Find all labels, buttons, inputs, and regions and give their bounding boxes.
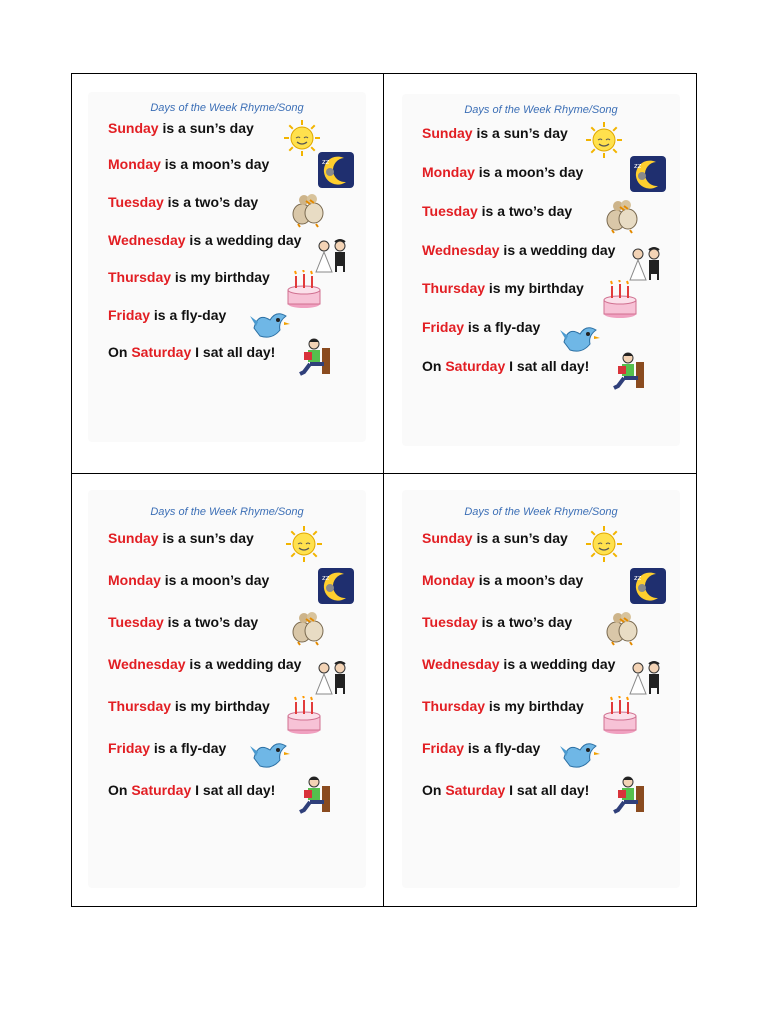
rhyme-line-text: is a moon’s day (160, 572, 270, 588)
day-name: Tuesday (422, 614, 478, 630)
day-name: Monday (108, 156, 161, 172)
rhyme-line-text: I sat all day! (505, 358, 590, 374)
day-name: Friday (422, 740, 465, 756)
rhyme-line (422, 740, 540, 756)
rhyme-line (108, 307, 226, 323)
rhyme-line-text: is a moon’s day (160, 156, 270, 172)
rhyme-card-bottom-right (402, 490, 680, 888)
day-name: Wednesday (422, 242, 500, 258)
sitting-boy-icon (608, 350, 652, 390)
rhyme-line (422, 530, 568, 546)
rhyme-line-prefix: On (422, 782, 446, 798)
rhyme-line (422, 614, 572, 630)
day-name: Monday (108, 572, 161, 588)
svg-text:zz: zz (322, 158, 330, 166)
sun-icon (582, 120, 626, 160)
flying-bird-icon (248, 734, 292, 774)
rhyme-line (422, 242, 615, 258)
rhyme-card-bottom-left (88, 490, 366, 888)
svg-text:zz: zz (634, 162, 642, 170)
rhyme-line-text: is a wedding day (499, 656, 616, 672)
rhyme-line-text: is a moon’s day (474, 572, 584, 588)
day-name: Saturday (131, 782, 192, 798)
rhyme-line (108, 232, 301, 248)
rhyme-line (108, 194, 258, 210)
rhyme-line-text: is a sun’s day (472, 125, 568, 141)
sitting-boy-icon (608, 774, 652, 814)
rhyme-line (108, 120, 254, 136)
rhyme-card-top-right (402, 94, 680, 446)
day-name: Sunday (422, 125, 473, 141)
rhyme-line (108, 530, 254, 546)
day-name: Wednesday (422, 656, 500, 672)
sitting-boy-icon (294, 774, 338, 814)
rhyme-line (422, 319, 540, 335)
rhyme-line (422, 125, 568, 141)
rhyme-line-text: I sat all day! (505, 782, 590, 798)
rhyme-line-text: is a sun’s day (158, 530, 254, 546)
day-name: Wednesday (108, 232, 186, 248)
wedding-couple-icon (310, 234, 354, 274)
rhyme-title: Days of the Week Rhyme/Song (464, 104, 618, 116)
moon-icon (626, 566, 670, 606)
rhyme-title: Days of the Week Rhyme/Song (150, 102, 304, 114)
moon-icon (314, 566, 358, 606)
rhyme-line (108, 572, 269, 588)
day-name: Saturday (445, 358, 506, 374)
rhyme-line (108, 614, 258, 630)
two-birds-icon (600, 194, 644, 234)
rhyme-line-text: is a wedding day (185, 232, 302, 248)
wedding-couple-icon (624, 656, 668, 696)
grid-vertical-divider (383, 73, 384, 907)
day-name: Tuesday (108, 194, 164, 210)
sun-icon (282, 524, 326, 564)
rhyme-line-text: is my birthday (485, 698, 584, 714)
day-name: Wednesday (108, 656, 186, 672)
birthday-cake-icon (598, 280, 642, 320)
svg-text:zz: zz (322, 574, 330, 582)
rhyme-line-text: is a wedding day (499, 242, 616, 258)
two-birds-icon (286, 606, 330, 646)
rhyme-line (108, 269, 270, 285)
rhyme-card-top-left (88, 92, 366, 442)
rhyme-line (108, 782, 275, 798)
day-name: Monday (422, 164, 475, 180)
rhyme-line-text: is my birthday (171, 269, 270, 285)
rhyme-line-text: is my birthday (171, 698, 270, 714)
day-name: Friday (108, 307, 151, 323)
rhyme-line (422, 203, 572, 219)
day-name: Tuesday (108, 614, 164, 630)
rhyme-line-text: is a two’s day (163, 194, 259, 210)
day-name: Saturday (131, 344, 192, 360)
day-name: Thursday (108, 698, 172, 714)
rhyme-line-text: is a fly-day (150, 740, 227, 756)
rhyme-line-text: is a two’s day (477, 614, 573, 630)
rhyme-line (108, 740, 226, 756)
rhyme-line-text: I sat all day! (191, 782, 276, 798)
flying-bird-icon (248, 304, 292, 344)
flying-bird-icon (558, 318, 602, 358)
rhyme-line (108, 698, 270, 714)
rhyme-line-text: is a moon’s day (474, 164, 584, 180)
sitting-boy-icon (294, 336, 338, 376)
rhyme-line (108, 656, 301, 672)
rhyme-line (422, 656, 615, 672)
rhyme-line (108, 156, 269, 172)
rhyme-line (422, 572, 583, 588)
rhyme-line (422, 782, 589, 798)
rhyme-line-text: is a sun’s day (158, 120, 254, 136)
rhyme-line-text: is a wedding day (185, 656, 302, 672)
day-name: Thursday (108, 269, 172, 285)
rhyme-line (422, 164, 583, 180)
birthday-cake-icon (598, 696, 642, 736)
rhyme-title: Days of the Week Rhyme/Song (464, 506, 618, 518)
day-name: Sunday (108, 530, 159, 546)
moon-icon (314, 150, 358, 190)
day-name: Sunday (108, 120, 159, 136)
rhyme-line-text: I sat all day! (191, 344, 276, 360)
rhyme-line-text: is a two’s day (477, 203, 573, 219)
day-name: Tuesday (422, 203, 478, 219)
rhyme-line-text: is my birthday (485, 280, 584, 296)
rhyme-line-prefix: On (108, 782, 132, 798)
rhyme-line-text: is a sun’s day (472, 530, 568, 546)
day-name: Thursday (422, 698, 486, 714)
rhyme-line (422, 698, 584, 714)
day-name: Monday (422, 572, 475, 588)
wedding-couple-icon (624, 242, 668, 282)
rhyme-line-text: is a fly-day (464, 740, 541, 756)
wedding-couple-icon (310, 656, 354, 696)
day-name: Thursday (422, 280, 486, 296)
day-name: Friday (422, 319, 465, 335)
rhyme-line-text: is a fly-day (464, 319, 541, 335)
flying-bird-icon (558, 734, 602, 774)
day-name: Sunday (422, 530, 473, 546)
sun-icon (582, 524, 626, 564)
rhyme-line-text: is a two’s day (163, 614, 259, 630)
svg-text:zz: zz (634, 574, 642, 582)
rhyme-line-prefix: On (108, 344, 132, 360)
grid-horizontal-divider (71, 473, 697, 474)
moon-icon (626, 154, 670, 194)
rhyme-line-text: is a fly-day (150, 307, 227, 323)
two-birds-icon (286, 188, 330, 228)
rhyme-line-prefix: On (422, 358, 446, 374)
rhyme-line (422, 358, 589, 374)
rhyme-line (108, 344, 275, 360)
rhyme-line (422, 280, 584, 296)
two-birds-icon (600, 606, 644, 646)
birthday-cake-icon (282, 696, 326, 736)
day-name: Friday (108, 740, 151, 756)
day-name: Saturday (445, 782, 506, 798)
rhyme-title: Days of the Week Rhyme/Song (150, 506, 304, 518)
